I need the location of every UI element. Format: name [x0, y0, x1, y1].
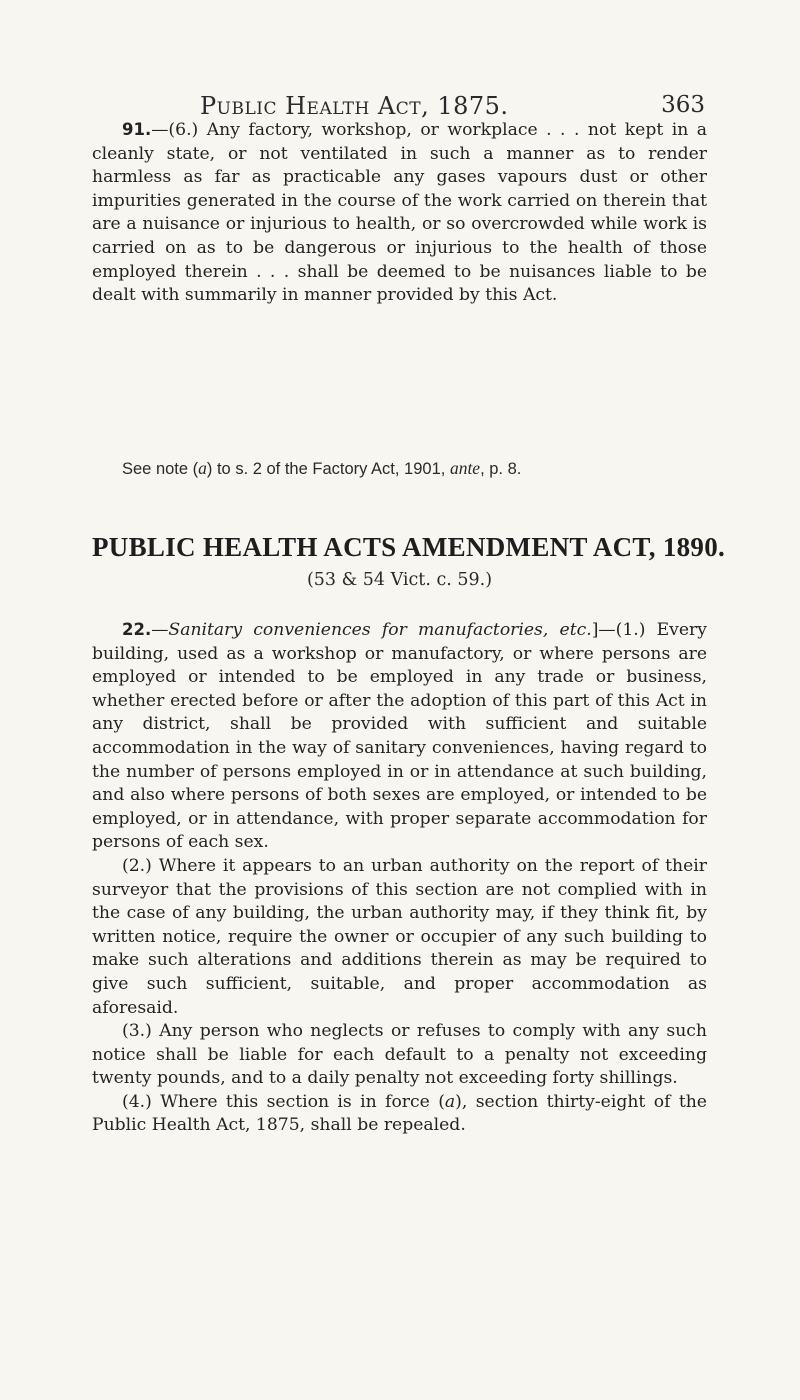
note-text-1: See note (: [122, 460, 199, 478]
note-text-3: , p. 8.: [480, 460, 522, 478]
section-22-number: 22.: [122, 620, 152, 639]
note-ante: ante: [449, 458, 481, 478]
act-title: PUBLIC HEALTH ACTS AMENDMENT ACT, 1890.: [92, 532, 726, 562]
note-footnote-letter: a: [198, 458, 207, 478]
section-22-para-4: [92, 1091, 707, 1138]
section-22-heading: Sanitary conveniences for manufactories, etc.: [168, 620, 592, 640]
running-head: Public Health Act, 1875.: [200, 92, 509, 120]
section-22-para-1: [92, 618, 707, 855]
section-22-para-2: (2.) Where it appears to an urban authority on the report of their surveyor that the provisions of this section are not complied with in the case of any building, the urban authority may, if they think fit, by written notice, require the owner or occupier of any such building to make such alterations and additions therein as may be required to give such sufficient, suitable, and proper accommodation as aforesaid.: [92, 855, 707, 1018]
section-91: [92, 118, 707, 308]
note-text-2: ) to s. 2 of the Factory Act, 1901,: [206, 460, 450, 478]
section-22-dash: —: [151, 620, 169, 640]
para-4-footnote-letter: a: [444, 1091, 456, 1112]
section-91-number: 91.: [122, 120, 152, 139]
section-22: [92, 618, 707, 1138]
para-4-text-2: ), section thirty-eight of the Public Health Act, 1875, shall be repealed.: [92, 1091, 707, 1136]
page-number: 363: [661, 92, 705, 118]
section-22-para-3: (3.) Any person who neglects or refuses to comply with any such notice shall be liable for each default to a penalty not exceeding twenty pounds, and to a daily penalty not exceeding forty shillings.: [92, 1021, 707, 1089]
act-citation: (53 & 54 Vict. c. 59.): [306, 570, 493, 590]
editor-note: [92, 458, 707, 479]
section-91-text: —(6.) Any factory, workshop, or workplace . . . not kept in a cleanly state, or not ventilated in such a manner as to render harmless as far as practicable any gases vapours dust or other impurities generated in the course of the work carried on therein that are a nuisance or injurious to health, or so overcrowded while work is carried on as to be dangerous or injurious to the health of those employed therein . . . shall be deemed to be nuisances liable to be dealt with summarily in manner provided by this Act.: [92, 120, 707, 306]
para-4-text-1: (4.) Where this section is in force (: [122, 1091, 445, 1112]
section-22-para-1-text: ]—(1.) Every building, used as a workshop or manufactory, or where persons are employed or intended to be employed in any trade or business, whether erected before or after the adoption of this part of this Act in any district, shall be provided with sufficient and suitable accommodation in the way of sanitary conveniences, having regard to the number of persons employed in or in attendance at such building, and also where persons of both sexes are employed, or intended to be employed, or in attendance, with proper separate accommodation for persons of each sex.: [92, 620, 707, 853]
